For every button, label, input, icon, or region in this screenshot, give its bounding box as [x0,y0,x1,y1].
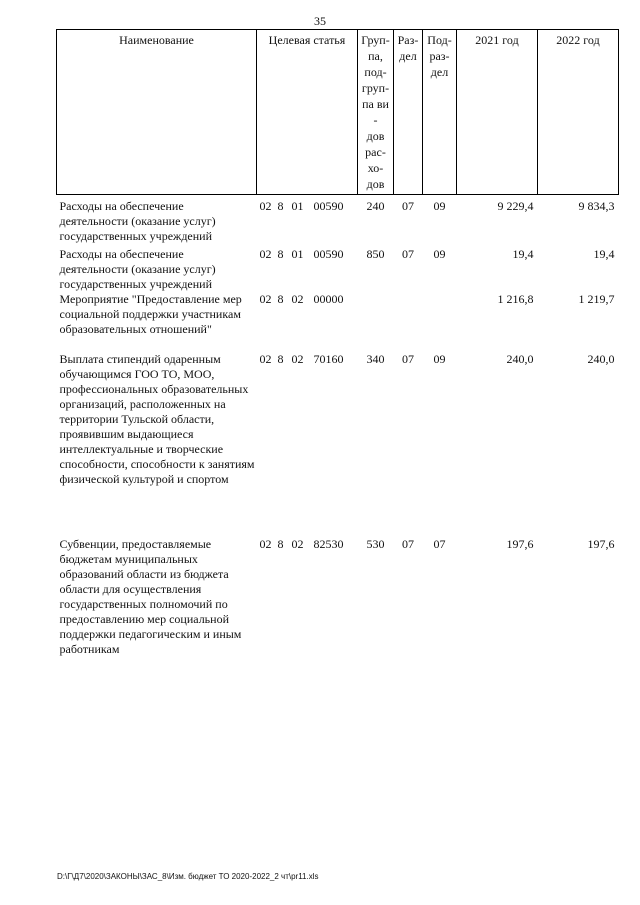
target-code-part: 02 [259,351,272,366]
row-subsection: 07 [433,536,446,551]
row-2021: 1 216,8 [497,291,534,306]
table-row [57,352,619,537]
row-subsection: 09 [433,351,446,366]
table-header-row [57,30,619,195]
row-name: Субвенции, предоставляемые бюджетам муниципальных образований области из бюджета области для осуществления государственных полномочий по предоставлению мер социальной поддержки педагогическим и иным работникам [59,536,242,656]
header-2021: 2021 год [457,30,538,195]
row-2021: 197,6 [506,536,534,551]
row-2021: 19,4 [512,246,534,261]
row-name: Выплата стипендий одаренным обучающимся ГОО ТО, МОО, профессиональных образовательных организаций, расположенных на территории Тульской области, проявившим выдающиеся интеллектуальные и творческие способности, способности к занятиям физической культурой и спортом [59,351,255,486]
target-code-part: 00000 [313,291,344,306]
row-2022: 240,0 [587,351,615,366]
row-section [394,292,423,352]
header-section: Раз- дел [394,30,423,195]
row-2022: 1 219,7 [578,291,615,306]
target-code-part: 01 [291,246,304,261]
target-code-part: 01 [291,199,304,213]
table-row [57,292,619,352]
table-row [57,247,619,292]
target-code-part: 02 [259,291,272,306]
row-target-code [257,195,358,247]
row-section: 07 [402,199,414,213]
row-2022: 9 834,3 [578,199,615,213]
row-2022: 19,4 [593,246,615,261]
target-code-part: 02 [291,536,304,551]
row-target-code [257,247,358,292]
header-target: Целевая статья [257,30,358,195]
row-subsection: 09 [433,246,446,261]
row-section: 07 [402,246,414,261]
target-code-part: 00590 [313,246,344,261]
row-target-code [257,352,358,537]
row-2021: 240,0 [506,351,534,366]
target-code-part: 00590 [313,199,344,213]
page-number: 35 [314,14,326,28]
row-name: Расходы на обеспечение деятельности (оказание услуг) государственных учреждений [59,246,216,291]
target-code-part: 02 [259,199,272,213]
row-group: 530 [366,536,385,551]
row-subsection [423,292,457,352]
target-code-part: 70160 [313,351,344,366]
target-code-part: 02 [259,536,272,551]
row-2022: 197,6 [587,536,615,551]
budget-table [56,29,619,667]
header-2022: 2022 год [538,30,619,195]
header-group: Груп- па, под- груп- па ви- дов рас- хо- дов [358,30,394,195]
target-code-part: 02 [291,291,304,306]
row-name: Расходы на обеспечение деятельности (оказание услуг) государственных учреждений [59,199,216,243]
row-group: 850 [366,246,385,261]
target-code-part: 8 [277,246,284,261]
row-group [358,292,394,352]
row-target-code [257,537,358,667]
row-section: 07 [402,351,414,366]
target-code-part: 02 [259,246,272,261]
target-code-part: 82530 [313,536,344,551]
target-code-part: 8 [277,536,284,551]
table-row [57,537,619,667]
file-path-footer: D:\Г\Д7\2020\ЗАКОНЫ\ЗАС_8\Изм. бюджет ТО 2020-2022_2 чт\pr11.xls [57,872,319,881]
row-group: 240 [366,199,385,213]
table-row [57,195,619,247]
target-code-part: 8 [277,199,284,213]
row-name: Мероприятие "Предоставление мер социальной поддержки участникам образовательных отношений" [59,291,242,336]
target-code-part: 8 [277,291,284,306]
target-code-part: 8 [277,351,284,366]
target-code-part: 02 [291,351,304,366]
row-section: 07 [402,536,414,551]
row-subsection: 09 [433,199,446,213]
row-2021: 9 229,4 [497,199,534,213]
row-target-code [257,292,358,352]
header-subsection: Под- раз- дел [423,30,457,195]
row-group: 340 [366,351,385,366]
header-name: Наименование [57,30,257,195]
